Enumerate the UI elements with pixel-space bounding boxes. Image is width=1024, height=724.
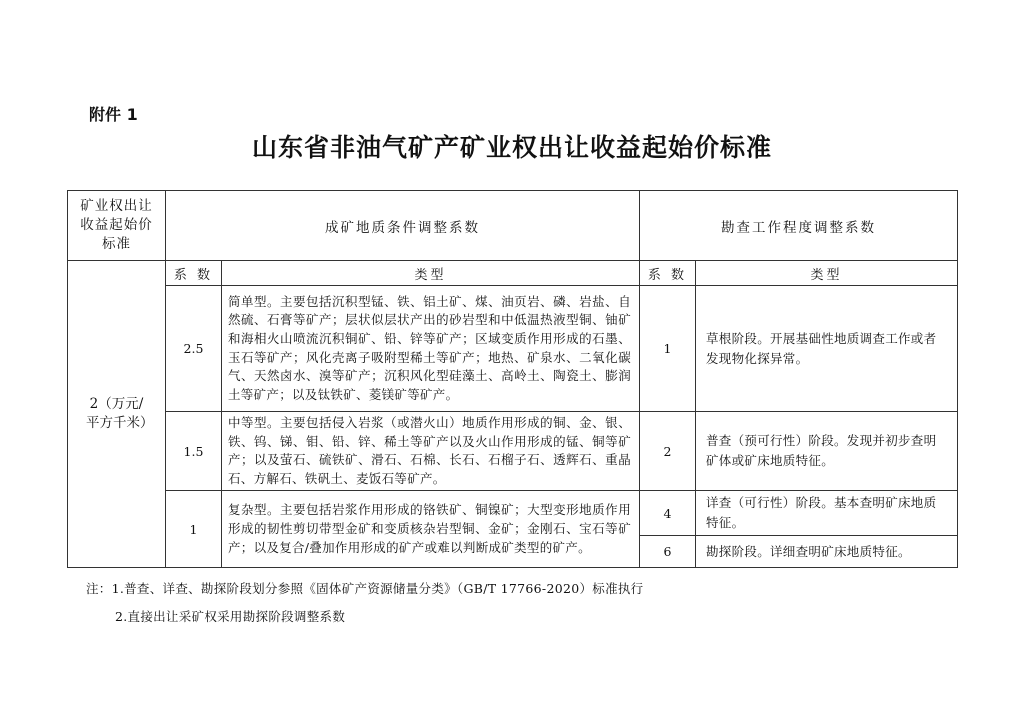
table-row [68,412,958,491]
geology-desc-cell: 中等型。主要包括侵入岩浆（或潜火山）地质作用形成的铜、金、银、铁、钨、锑、钼、铅、锌、稀土等矿产以及火山作用形成的锰、铜等矿产；以及萤石、硫铁矿、滑石、石棉、长石、石榴子石、透辉石、重晶石、方解石、铁矾土、麦饭石等矿产。 [222,412,640,491]
geology-coef-cell: 2.5 [166,286,222,412]
note-2: 2.直接出让采矿权采用勘探阶段调整系数 [115,609,346,624]
standard-value-cell: 2（万元/平方千米） [68,261,166,568]
geology-coef-cell: 1.5 [166,412,222,491]
table-row [68,491,958,536]
note-1: 注：1.普查、详查、勘探阶段划分参照《固体矿产资源储量分类》（GB/T 17766-2020）标准执行 [86,581,644,596]
table-subheader-row [68,261,958,286]
geology-coef-header: 系 数 [166,261,222,286]
notes-block [86,575,643,631]
attachment-label: 附件 1 [89,105,138,124]
price-standard-table [67,190,958,568]
exploration-coef-cell: 2 [640,412,696,491]
exploration-desc-cell: 详查（可行性）阶段。基本查明矿床地质特征。 [696,491,958,536]
header-standard-cell: 矿业权出让收益起始价标准 [68,191,166,261]
document-title: 山东省非油气矿产矿业权出让收益起始价标准 [251,133,772,162]
exploration-desc-cell: 勘探阶段。详细查明矿床地质特征。 [696,536,958,568]
exploration-coef-cell: 1 [640,286,696,412]
exploration-coef-header: 系 数 [640,261,696,286]
table-header-row [68,191,958,261]
header-geology-cell: 成矿地质条件调整系数 [166,191,640,261]
geology-desc-cell: 简单型。主要包括沉积型锰、铁、铝土矿、煤、油页岩、磷、岩盐、自然硫、石膏等矿产；层状似层状产出的砂岩型和中低温热液型铜、铀矿和海相火山喷流沉积铜矿、铅、锌等矿产；区域变质作用形成的石墨、玉石等矿产；风化壳离子吸附型稀土等矿产；地热、矿泉水、二氧化碳气、天然卤水、溴等矿产；沉积风化型硅藻土、高岭土、陶瓷土、膨润土等矿产；以及钛铁矿、菱镁矿等矿产。 [222,286,640,412]
exploration-coef-cell: 6 [640,536,696,568]
exploration-type-header: 类型 [696,261,958,286]
exploration-coef-cell: 4 [640,491,696,536]
geology-desc-cell: 复杂型。主要包括岩浆作用形成的铬铁矿、铜镍矿；大型变形地质作用形成的韧性剪切带型金矿和变质核杂岩型铜、金矿；金刚石、宝石等矿产；以及复合/叠加作用形成的矿产或难以判断成矿类型的矿产。 [222,491,640,568]
exploration-desc-cell: 草根阶段。开展基础性地质调查工作或者发现物化探异常。 [696,286,958,412]
header-exploration-cell: 勘查工作程度调整系数 [640,191,958,261]
exploration-desc-cell: 普查（预可行性）阶段。发现并初步查明矿体或矿床地质特征。 [696,412,958,491]
table-row [68,286,958,412]
geology-type-header: 类型 [222,261,640,286]
geology-coef-cell: 1 [166,491,222,568]
